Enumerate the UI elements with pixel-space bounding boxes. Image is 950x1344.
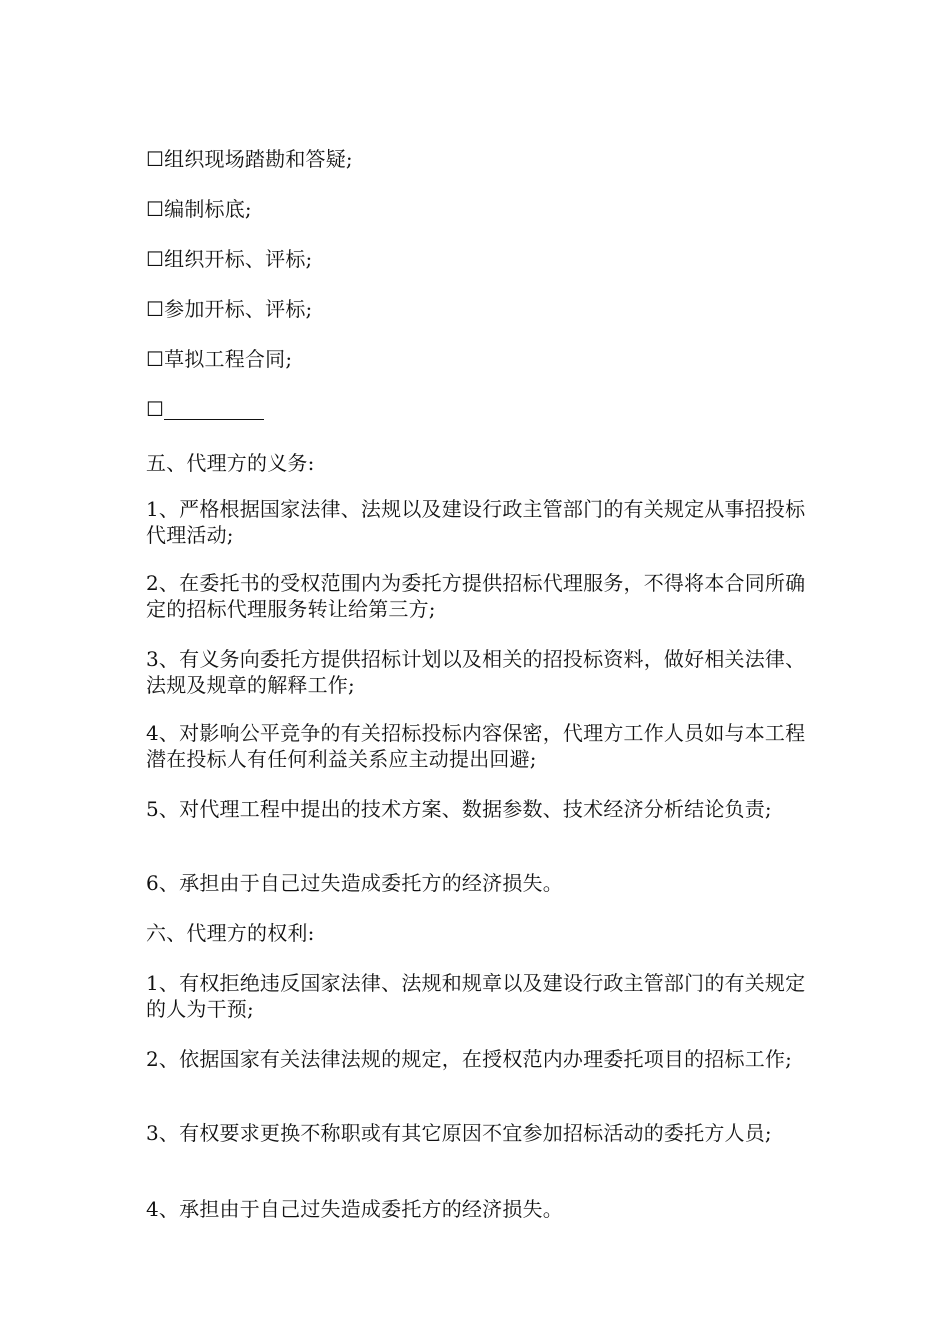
obligation-item-6: 6、承担由于自己过失造成委托方的经济损失。 xyxy=(146,871,563,895)
checkbox-item-draft-contract: ☐草拟工程合同; xyxy=(146,347,293,371)
checkbox-item-base-price: ☐编制标底; xyxy=(146,197,252,221)
rights-item-2: 2、依据国家有关法律法规的规定，在授权范内办理委托项目的招标工作; xyxy=(146,1047,793,1071)
checkbox-item-attend-bid-opening: ☐参加开标、评标; xyxy=(146,297,313,321)
obligation-item-4: 4、对影响公平竞争的有关招标投标内容保密，代理方工作人员如与本工程潜在投标人有任何利益关系应主动提出回避; xyxy=(146,721,806,771)
rights-item-1: 1、有权拒绝违反国家法律、法规和规章以及建设行政主管部门的有关规定的人为干预; xyxy=(146,971,806,1021)
rights-item-4: 4、承担由于自己过失造成委托方的经济损失。 xyxy=(146,1197,563,1221)
fill-in-blank-line xyxy=(164,399,264,420)
obligation-item-5: 5、对代理工程中提出的技术方案、数据参数、技术经济分析结论负责; xyxy=(146,797,772,821)
section-heading-agent-obligations: 五、代理方的义务: xyxy=(146,451,315,475)
obligation-item-3: 3、有义务向委托方提供招标计划以及相关的招投标资料，做好相关法律、法规及规章的解释工作; xyxy=(146,647,806,697)
rights-item-3: 3、有权要求更换不称职或有其它原因不宜参加招标活动的委托方人员; xyxy=(146,1121,772,1145)
checkbox-glyph: ☐ xyxy=(146,397,165,421)
obligation-item-2: 2、在委托书的受权范围内为委托方提供招标代理服务，不得将本合同所确定的招标代理服务转让给第三方; xyxy=(146,571,806,621)
checkbox-item-organize-bid-opening: ☐组织开标、评标; xyxy=(146,247,313,271)
obligation-item-1: 1、严格根据国家法律、法规以及建设行政主管部门的有关规定从事招投标代理活动; xyxy=(146,497,806,547)
checkbox-item-site-survey: ☐组织现场踏勘和答疑; xyxy=(146,147,353,171)
section-heading-agent-rights: 六、代理方的权利: xyxy=(146,921,315,945)
checkbox-item-blank xyxy=(146,396,812,422)
